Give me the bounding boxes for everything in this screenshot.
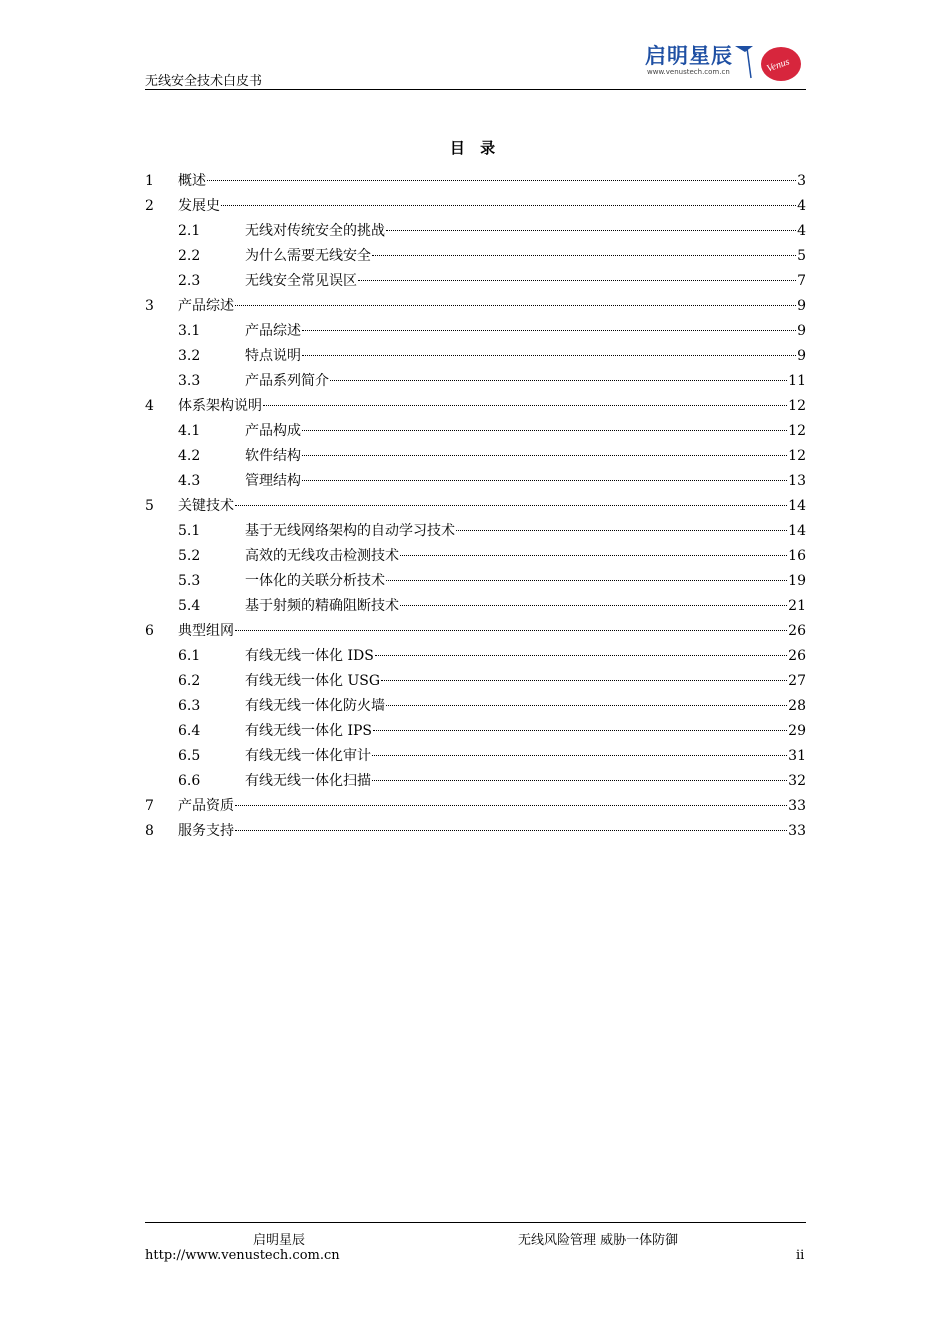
- toc-dot-leader: [373, 729, 787, 731]
- toc-entry-page: 9: [797, 348, 806, 364]
- toc-entry[interactable]: [145, 494, 806, 519]
- toc-entry[interactable]: [145, 619, 806, 644]
- toc-entry-page: 12: [788, 448, 806, 464]
- toc-dot-leader: [372, 754, 787, 756]
- toc-entry[interactable]: [145, 569, 806, 594]
- toc-entry-page: 27: [788, 673, 806, 689]
- toc-entry-page: 7: [797, 273, 806, 289]
- toc-dot-leader: [235, 829, 787, 831]
- toc-dot-leader: [221, 204, 796, 206]
- toc-dot-leader: [386, 579, 787, 581]
- document-title: 无线安全技术白皮书: [145, 74, 263, 89]
- toc-entry-number: 8: [145, 823, 154, 839]
- toc-entry-number: 3.1: [178, 323, 201, 339]
- toc-entry-label: 产品构成: [245, 423, 301, 439]
- toc-entry-page: 9: [797, 323, 806, 339]
- toc-entry-number: 6.3: [178, 698, 201, 714]
- toc-entry-label: 特点说明: [245, 348, 301, 364]
- toc-entry[interactable]: [145, 769, 806, 794]
- toc-entry[interactable]: [145, 544, 806, 569]
- toc-entry-page: 12: [788, 398, 806, 414]
- toc-entry-label: 管理结构: [245, 473, 301, 489]
- toc-entry-label: 基于射频的精确阻断技术: [245, 598, 399, 614]
- toc-entry-number: 4.3: [178, 473, 201, 489]
- toc-entry-number: 5.3: [178, 573, 201, 589]
- toc-entry-number: 3.2: [178, 348, 201, 364]
- toc-dot-leader: [207, 179, 796, 181]
- toc-entry[interactable]: [145, 244, 806, 269]
- toc-entry-label: 概述: [178, 173, 206, 189]
- toc-entry[interactable]: [145, 394, 806, 419]
- toc-entry-number: 2.1: [178, 223, 201, 239]
- toc-dot-leader: [235, 304, 796, 306]
- footer-page-number: ii: [796, 1248, 805, 1263]
- toc-entry-page: 28: [788, 698, 806, 714]
- toc-entry-page: 4: [797, 223, 806, 239]
- toc-heading: 目 录: [449, 139, 501, 157]
- toc-entry-number: 5: [145, 498, 154, 514]
- toc-dot-leader: [235, 504, 787, 506]
- toc-entry[interactable]: [145, 519, 806, 544]
- toc-entry-page: 11: [788, 373, 806, 389]
- toc-dot-leader: [381, 679, 787, 681]
- toc-entry[interactable]: [145, 269, 806, 294]
- toc-entry-label: 有线无线一体化 IPS: [245, 723, 372, 739]
- toc-entry-number: 3.3: [178, 373, 201, 389]
- toc-entry[interactable]: [145, 669, 806, 694]
- toc-entry-number: 4.2: [178, 448, 201, 464]
- toc-dot-leader: [358, 279, 796, 281]
- toc-entry[interactable]: [145, 469, 806, 494]
- table-of-contents: [145, 169, 806, 844]
- toc-entry[interactable]: [145, 194, 806, 219]
- toc-entry[interactable]: [145, 219, 806, 244]
- toc-entry-page: 21: [788, 598, 806, 614]
- toc-dot-leader: [372, 779, 787, 781]
- toc-entry-label: 软件结构: [245, 448, 301, 464]
- toc-entry-page: 5: [797, 248, 806, 264]
- toc-entry-label: 典型组网: [178, 623, 234, 639]
- venus-logo-icon: [733, 38, 808, 86]
- toc-entry[interactable]: [145, 719, 806, 744]
- toc-dot-leader: [302, 354, 796, 356]
- toc-entry-page: 14: [788, 498, 806, 514]
- toc-entry[interactable]: [145, 344, 806, 369]
- toc-entry-number: 2: [145, 198, 154, 214]
- toc-entry-page: 33: [788, 823, 806, 839]
- toc-entry-number: 4.1: [178, 423, 201, 439]
- toc-entry-number: 7: [145, 798, 154, 814]
- toc-entry-number: 5.4: [178, 598, 201, 614]
- toc-dot-leader: [235, 629, 787, 631]
- toc-entry-label: 无线安全常见误区: [245, 273, 357, 289]
- toc-dot-leader: [330, 379, 787, 381]
- toc-entry-label: 有线无线一体化扫描: [245, 773, 371, 789]
- toc-entry-label: 为什么需要无线安全: [245, 248, 371, 264]
- toc-dot-leader: [302, 479, 787, 481]
- toc-entry[interactable]: [145, 644, 806, 669]
- toc-entry[interactable]: [145, 419, 806, 444]
- toc-entry-number: 6.5: [178, 748, 201, 764]
- toc-entry-label: 发展史: [178, 198, 220, 214]
- toc-entry-label: 体系架构说明: [178, 398, 262, 414]
- toc-entry-page: 16: [788, 548, 806, 564]
- toc-dot-leader: [386, 229, 796, 231]
- toc-entry-page: 29: [788, 723, 806, 739]
- toc-entry-page: 9: [797, 298, 806, 314]
- toc-entry[interactable]: [145, 794, 806, 819]
- toc-entry[interactable]: [145, 369, 806, 394]
- toc-entry-number: 3: [145, 298, 154, 314]
- toc-entry[interactable]: [145, 444, 806, 469]
- toc-entry-number: 6: [145, 623, 154, 639]
- toc-dot-leader: [456, 529, 787, 531]
- toc-entry-number: 6.6: [178, 773, 201, 789]
- toc-entry[interactable]: [145, 294, 806, 319]
- toc-entry-label: 有线无线一体化防火墙: [245, 698, 385, 714]
- footer-url[interactable]: http://www.venustech.com.cn: [145, 1248, 340, 1263]
- footer-divider: [145, 1222, 806, 1223]
- toc-entry-number: 2.3: [178, 273, 201, 289]
- toc-entry-number: 1: [145, 173, 154, 189]
- toc-entry[interactable]: [145, 819, 806, 844]
- toc-entry-label: 基于无线网络架构的自动学习技术: [245, 523, 455, 539]
- toc-entry-label: 产品系列简介: [245, 373, 329, 389]
- toc-entry[interactable]: [145, 744, 806, 769]
- toc-entry-page: 4: [797, 198, 806, 214]
- svg-text:Venus: Venus: [765, 56, 792, 75]
- toc-entry-number: 4: [145, 398, 154, 414]
- toc-dot-leader: [263, 404, 787, 406]
- toc-entry-page: 26: [788, 623, 806, 639]
- toc-entry-page: 32: [788, 773, 806, 789]
- toc-entry-label: 服务支持: [178, 823, 234, 839]
- toc-dot-leader: [400, 554, 787, 556]
- toc-dot-leader: [372, 254, 796, 256]
- toc-entry[interactable]: [145, 694, 806, 719]
- toc-entry-number: 2.2: [178, 248, 201, 264]
- toc-dot-leader: [386, 704, 787, 706]
- toc-entry-number: 5.1: [178, 523, 201, 539]
- toc-entry-label: 高效的无线攻击检测技术: [245, 548, 399, 564]
- toc-entry-number: 6.4: [178, 723, 201, 739]
- toc-entry-page: 13: [788, 473, 806, 489]
- toc-entry-label: 无线对传统安全的挑战: [245, 223, 385, 239]
- toc-entry-number: 6.1: [178, 648, 201, 664]
- toc-entry-page: 31: [788, 748, 806, 764]
- footer-company: 启明星辰: [253, 1233, 306, 1248]
- toc-entry-label: 产品综述: [245, 323, 301, 339]
- toc-entry-label: 关键技术: [178, 498, 234, 514]
- toc-entry-label: 一体化的关联分析技术: [245, 573, 385, 589]
- logo-url: www.venustech.com.cn: [647, 68, 730, 76]
- logo-wordmark: 启明星辰: [645, 44, 733, 68]
- toc-dot-leader: [375, 654, 787, 656]
- header-divider: [145, 89, 806, 90]
- toc-entry-page: 14: [788, 523, 806, 539]
- toc-entry-label: 有线无线一体化 IDS: [245, 648, 374, 664]
- toc-dot-leader: [302, 329, 796, 331]
- toc-entry-label: 有线无线一体化审计: [245, 748, 371, 764]
- toc-entry[interactable]: [145, 594, 806, 619]
- toc-entry-label: 产品资质: [178, 798, 234, 814]
- toc-dot-leader: [302, 454, 787, 456]
- toc-entry[interactable]: [145, 319, 806, 344]
- toc-entry-page: 26: [788, 648, 806, 664]
- company-logo: [645, 38, 810, 88]
- toc-entry-label: 产品综述: [178, 298, 234, 314]
- toc-entry-page: 33: [788, 798, 806, 814]
- toc-entry-page: 19: [788, 573, 806, 589]
- toc-entry-page: 3: [797, 173, 806, 189]
- toc-dot-leader: [400, 604, 787, 606]
- toc-entry[interactable]: [145, 169, 806, 194]
- toc-entry-page: 12: [788, 423, 806, 439]
- toc-dot-leader: [302, 429, 787, 431]
- toc-dot-leader: [235, 804, 787, 806]
- toc-entry-number: 6.2: [178, 673, 201, 689]
- toc-entry-number: 5.2: [178, 548, 201, 564]
- footer-slogan: 无线风险管理 威胁一体防御: [518, 1233, 679, 1248]
- toc-entry-label: 有线无线一体化 USG: [245, 673, 381, 689]
